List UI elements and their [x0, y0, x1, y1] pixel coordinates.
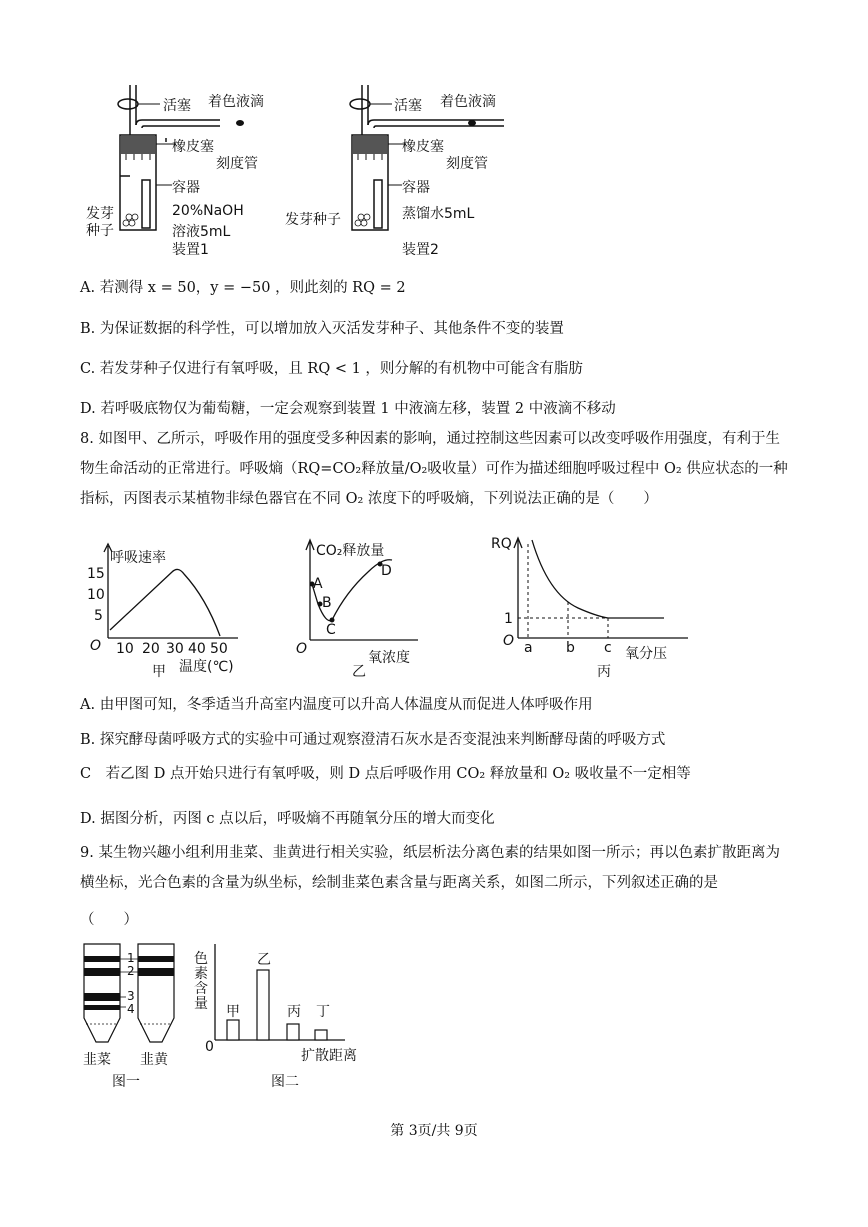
device2-name: 装置2: [402, 242, 439, 258]
seeds-label-1b: 种子: [86, 223, 114, 239]
fig2-name: 图二: [271, 1074, 299, 1090]
graph-jia-origin: O: [90, 638, 102, 654]
container-label-1: 容器: [172, 180, 200, 196]
colored-drop-label-1: 着色液滴: [208, 94, 264, 110]
fig1-band-2: 2: [127, 964, 135, 978]
fig2-bar-label-yi: 乙: [257, 952, 271, 968]
fig2-xlabel: 扩散距离: [301, 1048, 357, 1064]
graph-yi-name: 乙: [352, 664, 366, 680]
fig1-band-4: 4: [127, 1002, 135, 1016]
graph-yi-point-a: A: [313, 576, 323, 592]
graph-yi-point-b: B: [322, 595, 332, 611]
graph-bing: [508, 534, 698, 654]
fig2-ylabel: 色素含量: [194, 951, 208, 1012]
fig1-name: 图一: [112, 1074, 140, 1090]
graph-yi-point-d: D: [381, 563, 392, 579]
graph-jia-xtick-10: 10: [116, 641, 134, 657]
graph-bing-ylabel: RQ: [491, 536, 512, 552]
page-footer: 第 3页/共 9页: [390, 1123, 478, 1139]
fig2-origin: 0: [205, 1039, 214, 1055]
graph-yi-ylabel: CO₂释放量: [316, 543, 385, 559]
fig2-chart: [195, 940, 395, 1050]
q7-option-b: B. 为保证数据的科学性，可以增加放入灭活发芽种子、其他条件不变的装置: [80, 321, 564, 337]
water-label-2: 蒸馏水5mL: [402, 206, 475, 222]
fig2-bar-label-bing: 丙: [287, 1004, 301, 1020]
q7-option-d: D. 若呼吸底物仅为葡萄糖，一定会观察到装置 1 中液滴左移，装置 2 中液滴不移动: [80, 401, 616, 417]
fig1-band-3: 3: [127, 989, 135, 1003]
solution-label-1: 溶液5mL: [172, 224, 231, 240]
rubber-stopper-label-2: 橡皮塞: [402, 139, 444, 155]
graph-jia-ytick-5: 5: [94, 608, 103, 624]
q8-stem: 8. 如图甲、乙所示，呼吸作用的强度受多种因素的影响，通过控制这些因素可以改变呼吸作用强度，有利于生物生命活动的正常进行。呼吸熵（RQ=CO₂释放量/O₂吸收量）可作为描述细胞呼吸过程中 O₂ 供应状态的一种指标，丙图表示某植物非绿色器官在不同 O₂ 浓度下的呼吸熵，下列说法正确的是（ ）: [80, 431, 788, 507]
graph-yi-point-c: C: [326, 622, 336, 638]
fig1-band-1: 1: [127, 951, 135, 965]
device1-name: 装置1: [172, 242, 209, 258]
seeds-label-1a: 发芽: [86, 206, 114, 222]
fig2-bar-label-jia: 甲: [226, 1004, 240, 1020]
graph-yi-origin: O: [296, 641, 308, 657]
q8-option-c: C 若乙图 D 点开始只进行有氧呼吸，则 D 点后呼吸作用 CO₂ 释放量和 O₂ 吸收量不一定相等: [80, 766, 691, 782]
q9-stem: 9. 某生物兴趣小组利用韭菜、韭黄进行相关实验，纸层析法分离色素的结果如图一所示；再以色素扩散距离为横坐标，光合色素的含量为纵坐标，绘制韭菜色素含量与距离关系，如图二所示，下列叙述正确的是: [80, 845, 780, 891]
graph-jia-xtick-20: 20: [142, 641, 160, 657]
graph-bing-xtick-c: c: [604, 640, 612, 656]
graph-bing-name: 丙: [597, 664, 611, 680]
fig1-strip-label-jiucai: 韭菜: [83, 1052, 111, 1068]
graduated-tube-label-2: 刻度管: [446, 156, 488, 172]
graph-jia-name: 甲: [152, 664, 166, 680]
q7-option-c: C. 若发芽种子仅进行有氧呼吸，且 RQ < 1 ，则分解的有机物中可能含有脂肪: [80, 361, 583, 377]
q8-option-a: A. 由甲图可知，冬季适当升高室内温度可以升高人体温度从而促进人体呼吸作用: [80, 697, 593, 713]
q7-option-a: A. 若测得 x = 50，y = −50 ，则此刻的 RQ = 2: [80, 280, 406, 296]
q9-paren: （ ）: [80, 912, 138, 928]
graph-bing-xlabel: 氧分压: [625, 646, 667, 662]
graph-jia-ylabel: 呼吸速率: [110, 550, 166, 566]
graph-jia-xtick-30: 30: [166, 641, 184, 657]
stopcock-label-2: 活塞: [394, 98, 422, 114]
graph-bing-xtick-b: b: [566, 640, 575, 656]
graduated-tube-label-1: 刻度管: [216, 156, 258, 172]
q8-option-b: B. 探究酵母菌呼吸方式的实验中可通过观察澄清石灰水是否变混浊来判断酵母菌的呼吸方式: [80, 732, 666, 748]
seeds-label-2: 发芽种子: [285, 212, 341, 228]
graph-bing-ytick-1: 1: [504, 611, 513, 627]
graph-jia-xlabel: 温度(℃): [179, 659, 234, 675]
colored-drop-label-2: 着色液滴: [440, 94, 496, 110]
graph-jia-xtick-40: 40: [188, 641, 206, 657]
graph-jia-xtick-50: 50: [210, 641, 228, 657]
q8-option-d: D. 据图分析，丙图 c 点以后，呼吸熵不再随氧分压的增大而变化: [80, 811, 495, 827]
graph-jia-ytick-15: 15: [87, 566, 105, 582]
stopcock-label-1: 活塞: [163, 98, 191, 114]
fig2-bar-label-ding: 丁: [316, 1004, 330, 1020]
fig1-strip-label-jiuhuang: 韭黄: [140, 1052, 168, 1068]
container-label-2: 容器: [402, 180, 430, 196]
graph-yi-xlabel: 氧浓度: [368, 650, 410, 666]
graph-jia-ytick-10: 10: [87, 587, 105, 603]
graph-bing-origin: O: [503, 633, 515, 649]
graph-bing-xtick-a: a: [524, 640, 533, 656]
naoh-label-1: 20%NaOH: [172, 203, 244, 219]
rubber-stopper-label-1: 橡皮塞: [172, 139, 214, 155]
